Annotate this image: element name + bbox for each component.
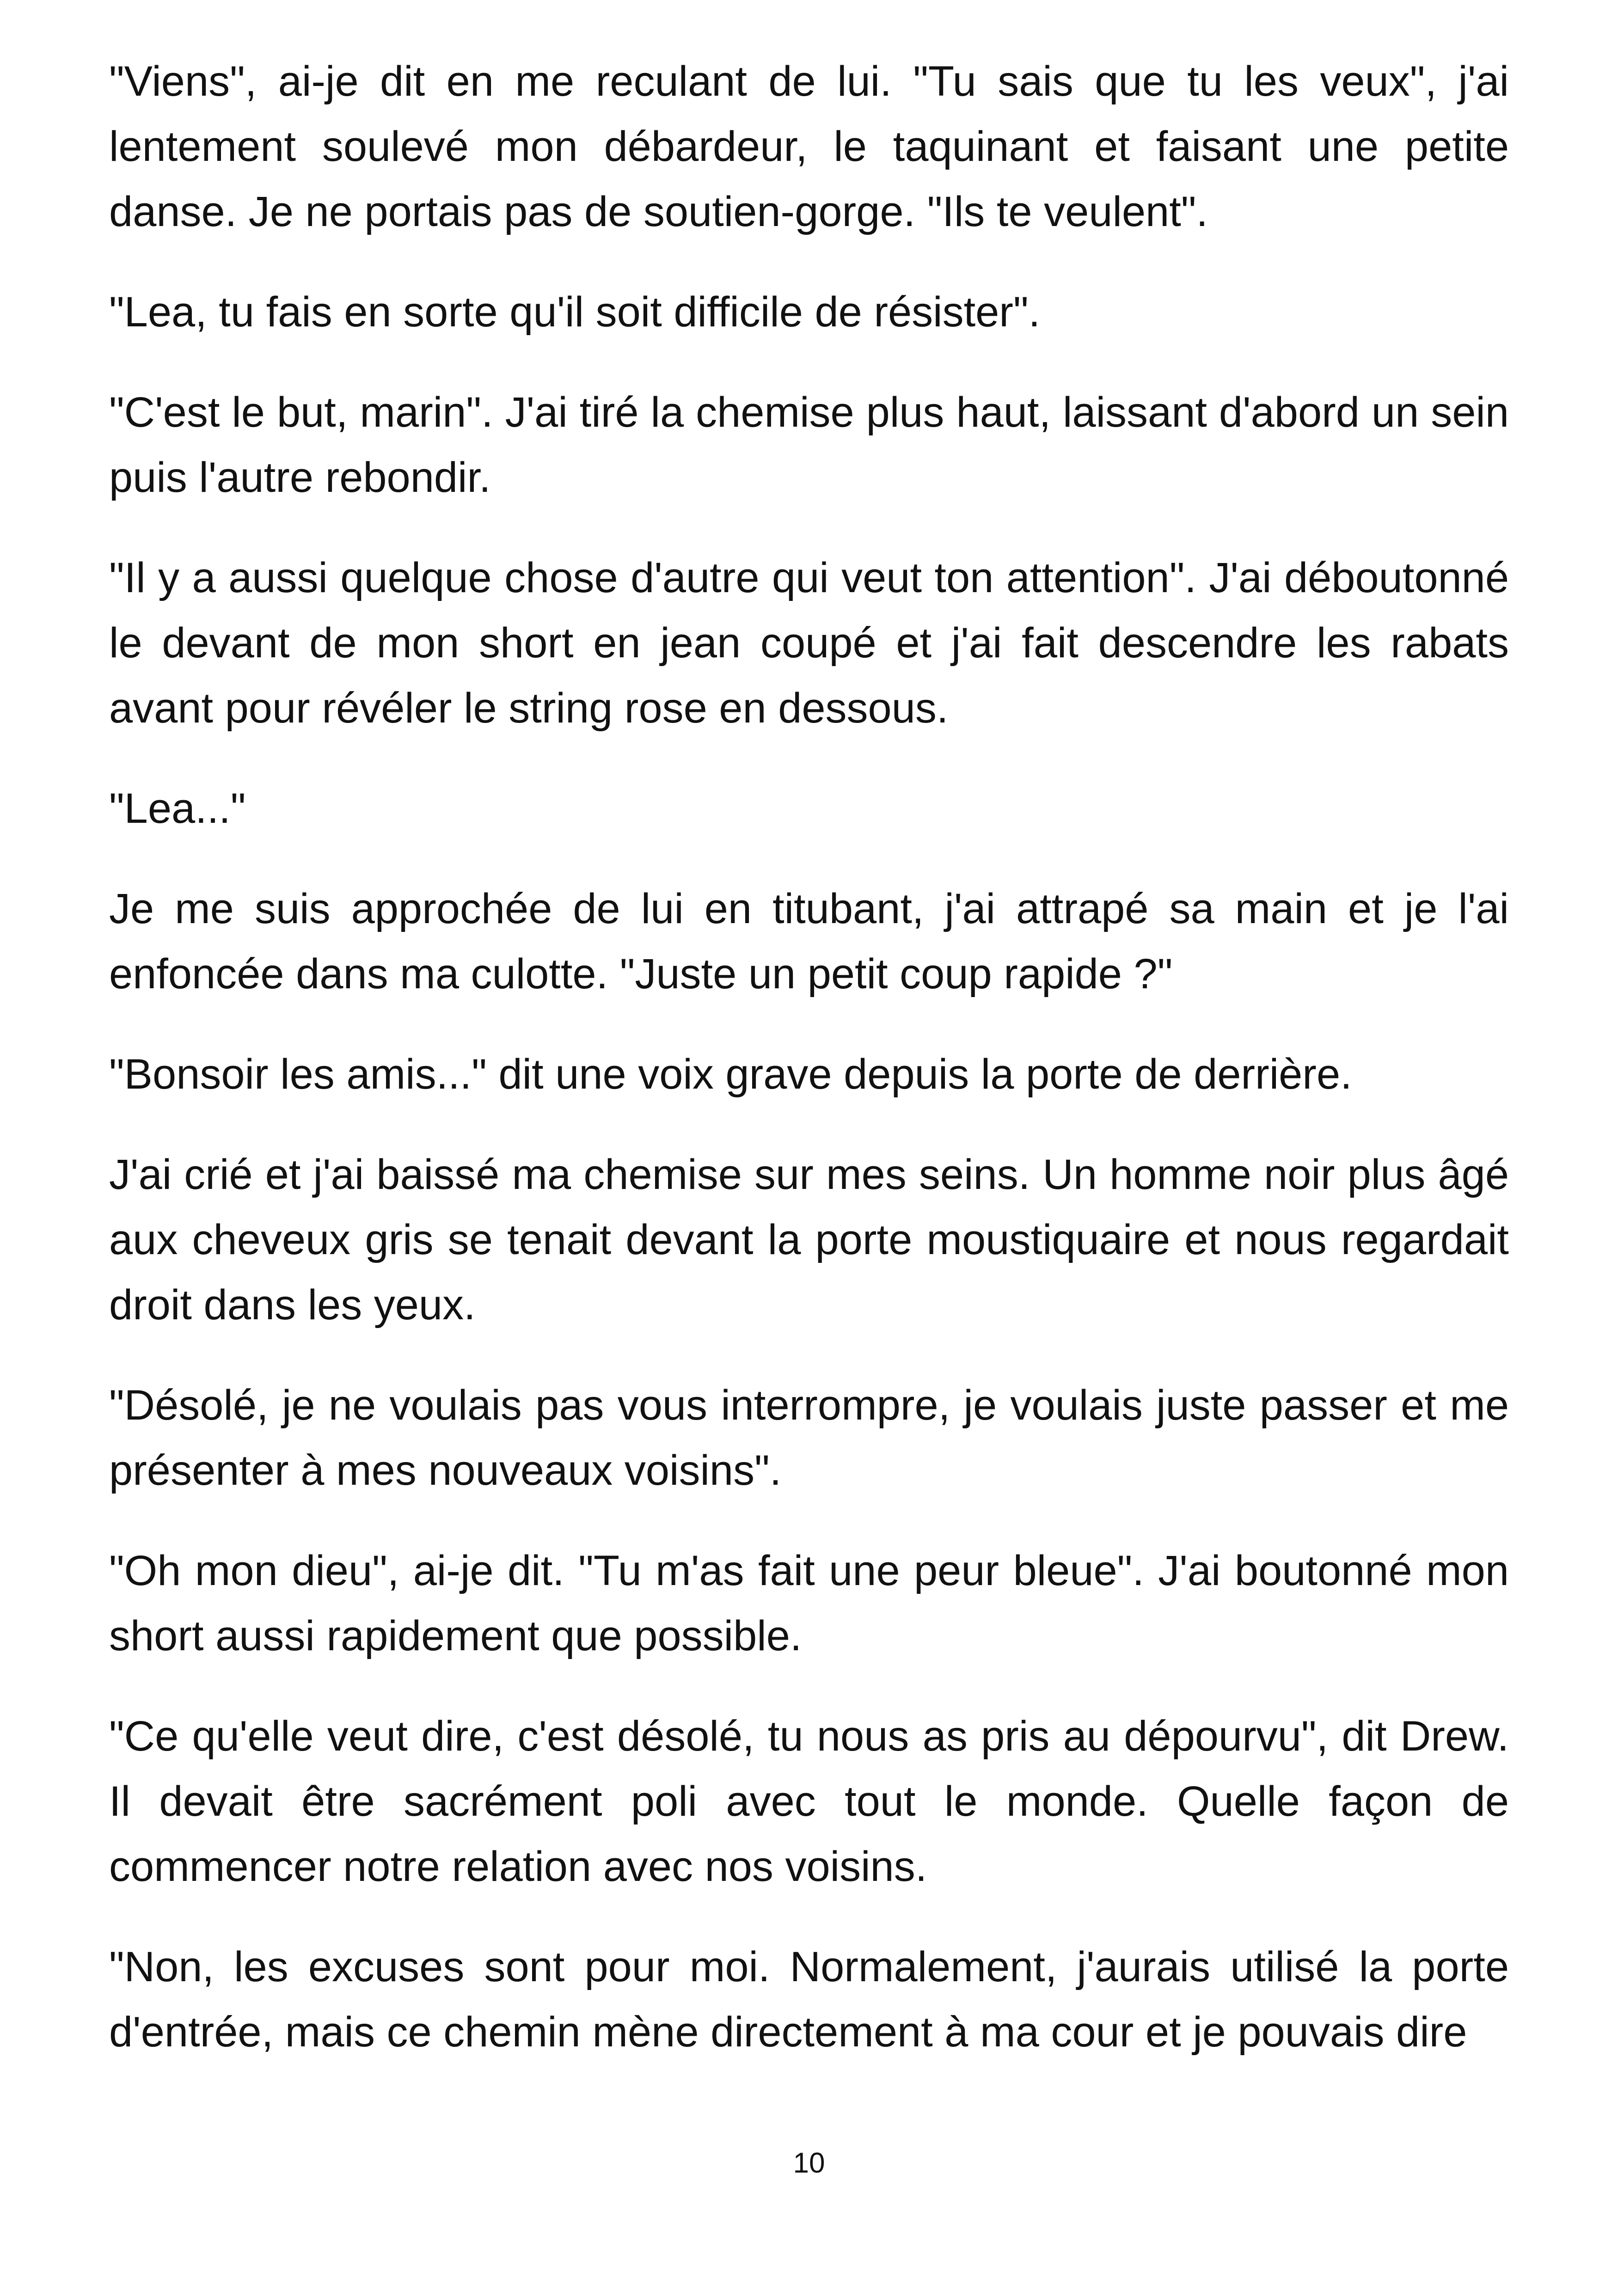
paragraph: "Il y a aussi quelque chose d'autre qui veut ton attention". J'ai déboutonné le devant de mon short en jean coupé et j'ai fait descendre les rabats avant pour révéler le string rose en dessous. bbox=[109, 554, 1509, 732]
paragraph: "Non, les excuses sont pour moi. Normalement, j'aurais utilisé la porte d'entrée, mais ce chemin mène directement à ma cour et je pouvais dire bbox=[109, 1943, 1509, 2056]
paragraph: "Ce qu'elle veut dire, c'est désolé, tu nous as pris au dépourvu", dit Drew. Il devait être sacrément poli avec tout le monde. Quelle façon de commencer notre relation avec nos voisins. bbox=[109, 1713, 1509, 1890]
paragraph: "Oh mon dieu", ai-je dit. "Tu m'as fait une peur bleue". J'ai boutonné mon short aussi rapidement que possible. bbox=[109, 1547, 1509, 1659]
paragraph: Je me suis approchée de lui en titubant, j'ai attrapé sa main et je l'ai enfoncée dans ma culotte. "Juste un petit coup rapide ?" bbox=[109, 885, 1509, 998]
paragraph: "Bonsoir les amis..." dit une voix grave depuis la porte de derrière. bbox=[109, 1051, 1352, 1098]
paragraph: "Désolé, je ne voulais pas vous interrompre, je voulais juste passer et me présenter à mes nouveaux voisins". bbox=[109, 1382, 1509, 1494]
page-number: 10 bbox=[793, 2147, 825, 2179]
paragraph: "Lea..." bbox=[109, 785, 246, 832]
paragraph: "C'est le but, marin". J'ai tiré la chemise plus haut, laissant d'abord un sein puis l'autre rebondir. bbox=[109, 389, 1509, 501]
paragraph: "Viens", ai-je dit en me reculant de lui. "Tu sais que tu les veux", j'ai lentement soulevé mon débardeur, le taquinant et faisant une petite danse. Je ne portais pas de soutien-gorge. "Ils te veulent". bbox=[109, 58, 1509, 235]
body-text bbox=[109, 49, 1509, 2100]
paragraph: "Lea, tu fais en sorte qu'il soit difficile de résister". bbox=[109, 288, 1041, 336]
paragraph: J'ai crié et j'ai baissé ma chemise sur mes seins. Un homme noir plus âgé aux cheveux gris se tenait devant la porte moustiquaire et nous regardait droit dans les yeux. bbox=[109, 1151, 1509, 1329]
